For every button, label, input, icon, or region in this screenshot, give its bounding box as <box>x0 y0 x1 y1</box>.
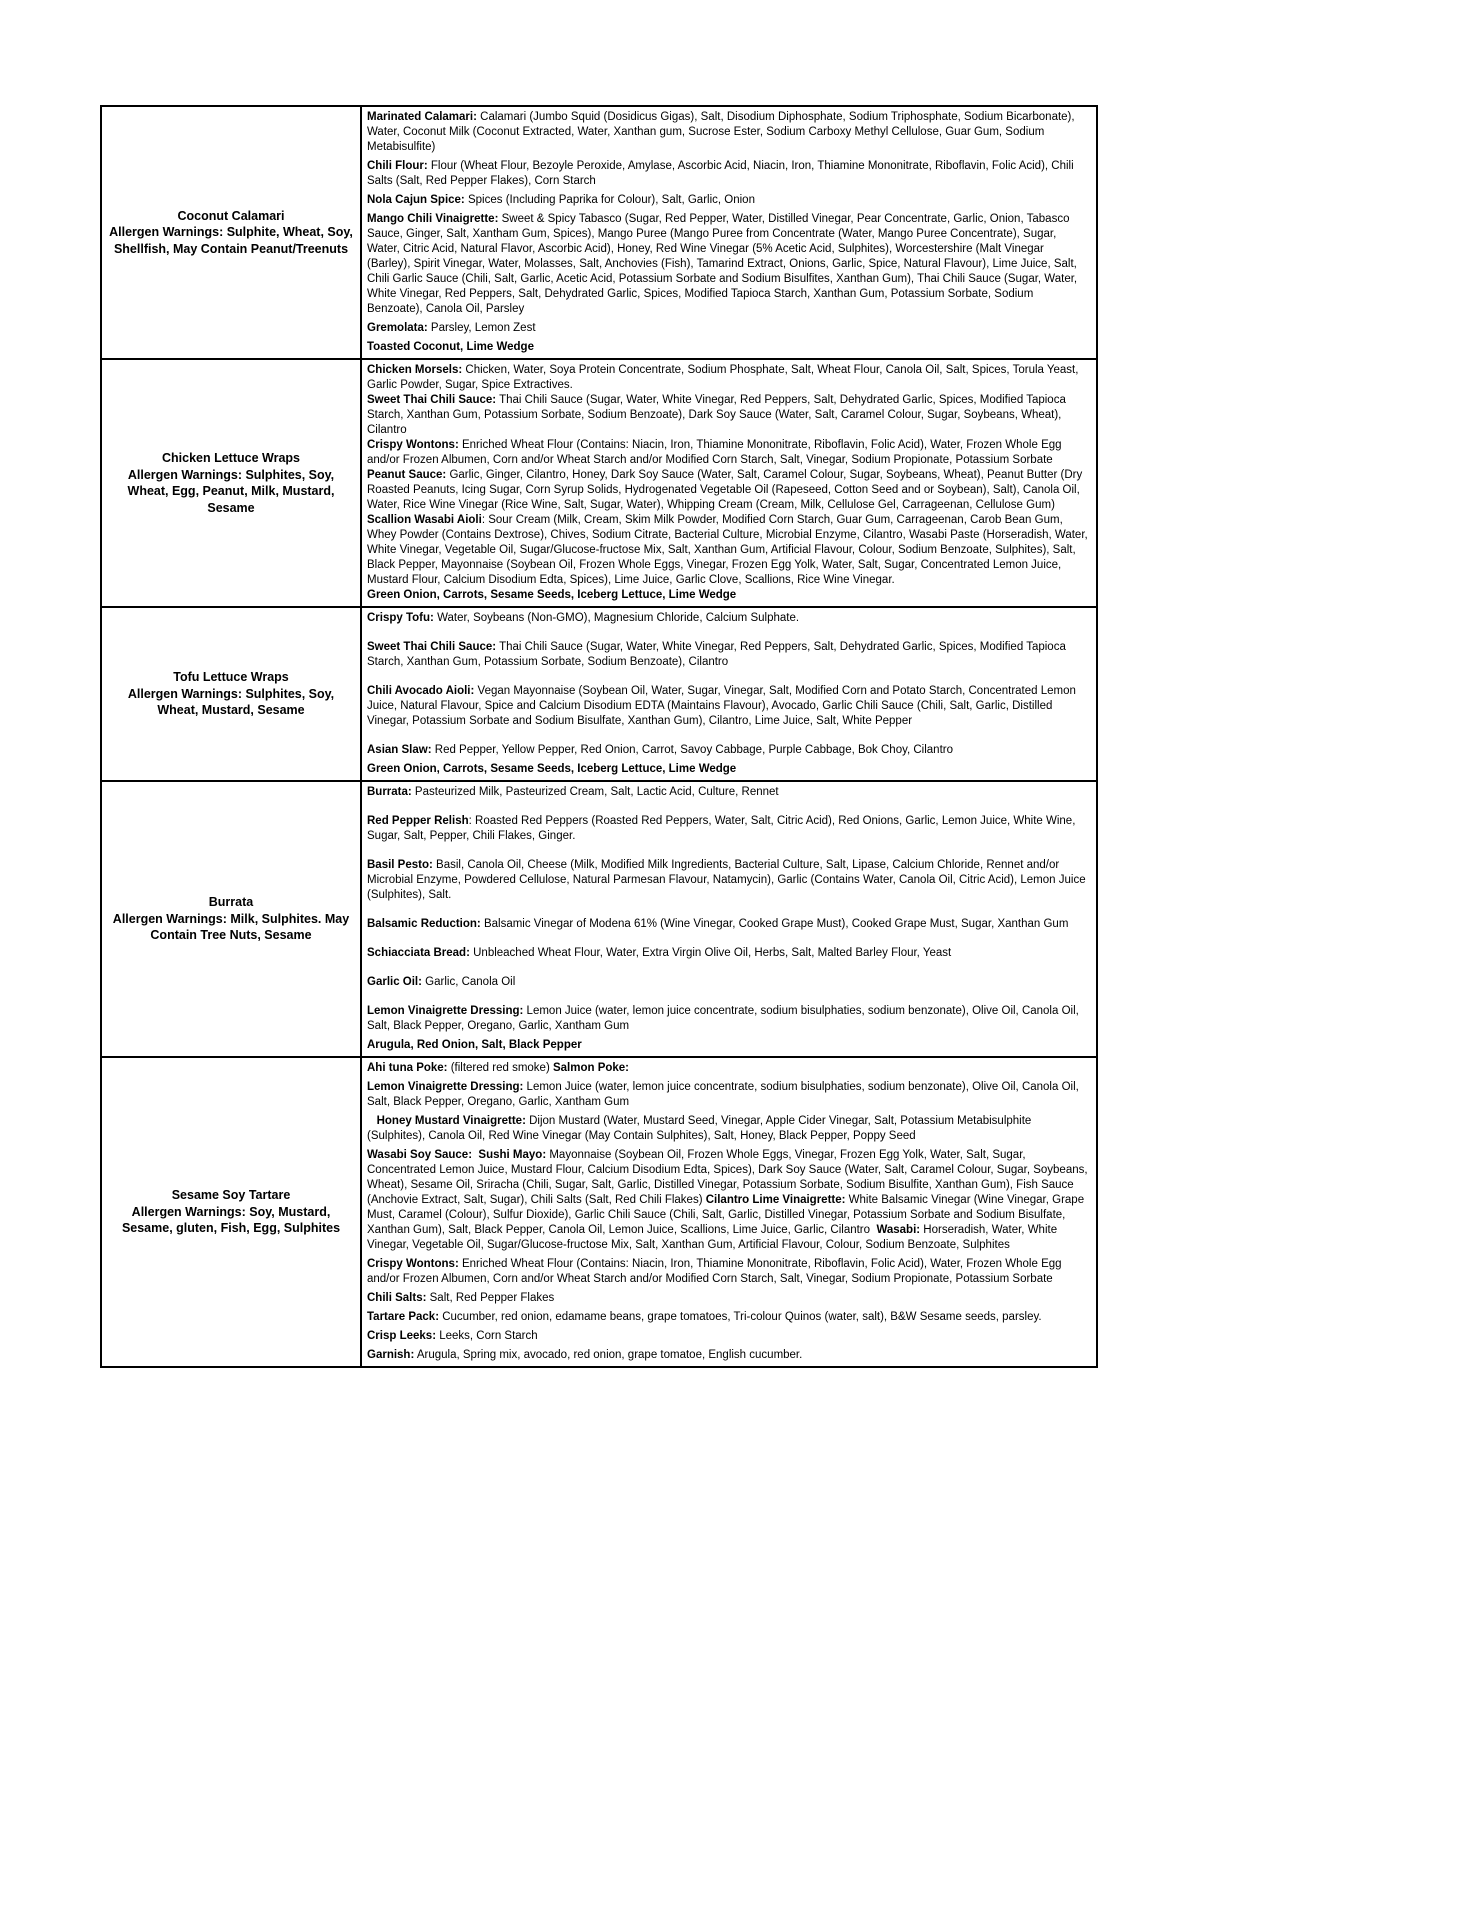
ingredient-label: Peanut Sauce: <box>367 469 447 481</box>
dish-cell <box>101 106 361 359</box>
ingredient-label: Burrata: <box>367 786 412 798</box>
ingredient-paragraph <box>367 588 1090 603</box>
ingredient-text: Salt, Red Pepper Flakes <box>426 1292 555 1304</box>
ingredient-paragraph <box>367 975 1090 990</box>
ingredient-label: Cilantro Lime Vinaigrette: <box>705 1194 846 1206</box>
ingredient-label: Asian Slaw: <box>367 744 432 756</box>
ingredient-text: Mayonnaise (Soybean Oil, Frozen Whole Eggs, Vinegar, Frozen Egg Yolk, Water, Salt, Sugar, Concentrated Lemon Juice, Mustard Flour, Calcium Disodium Edta, Spices), Dark Soy Sauce (Water, Salt, Caramel Colour, Sugar, Soybeans, Wheat), Sesame Oil, Sriracha (Chili, Sugar, Salt, Garlic, Distilled Vinegar, Potassium Sorbate, Sodium Bisulfite, Xanthan Gum), Fish Sauce (Anchovie Extract, Salt, Sugar), Chili Salts (Salt, Red Chili Flakes) <box>367 1149 1088 1206</box>
ingredient-paragraph <box>367 110 1090 155</box>
ingredient-paragraph <box>367 743 1090 758</box>
blank-line <box>367 626 1090 640</box>
ingredient-text: Unbleached Wheat Flour, Water, Extra Virgin Olive Oil, Herbs, Salt, Malted Barley Flour, Yeast <box>469 947 952 959</box>
ingredient-label: Ahi tuna Poke: <box>367 1062 448 1074</box>
blank-line <box>367 670 1090 684</box>
dish-name: Tofu Lettuce Wraps <box>173 670 289 685</box>
ingredient-text: Calamari (Jumbo Squid (Dosidicus Gigas), Salt, Disodium Diphosphate, Sodium Triphosphate, Sodium Bicarbonate), Water, Coconut Milk (Coconut Extracted, Water, Xanthan gum, Sucrose Ester, Sodium Carboxy Methyl Cellulose, Guar Gum, Sodium Metabisulfite) <box>367 111 1075 153</box>
ingredient-paragraph <box>367 513 1090 588</box>
ingredient-label: Honey Mustard Vinaigrette: <box>367 1115 526 1127</box>
ingredient-paragraph <box>367 159 1090 189</box>
ingredient-paragraph <box>367 1329 1090 1344</box>
dish-cell <box>101 781 361 1057</box>
ingredient-text: Pasteurized Milk, Pasteurized Cream, Salt, Lactic Acid, Culture, Rennet <box>411 786 779 798</box>
ingredient-text: Enriched Wheat Flour (Contains: Niacin, Iron, Thiamine Mononitrate, Riboflavin, Folic Acid), Water, Frozen Whole Egg and/or Frozen Albumen, Corn and/or Wheat Starch and/or Modified Corn Starch, Salt, Vinegar, Sodium Propionate, Potassium Sorbate <box>367 439 1062 466</box>
table-row <box>101 781 1097 1057</box>
ingredient-label: Crispy Wontons: <box>367 1258 459 1270</box>
ingredient-label: Red Pepper Relish <box>367 815 469 827</box>
ingredient-text: Enriched Wheat Flour (Contains: Niacin, Iron, Thiamine Mononitrate, Riboflavin, Folic Acid), Water, Frozen Whole Egg and/or Frozen Albumen, Corn and/or Wheat Starch and/or Modified Corn Starch, Salt, Vinegar, Sodium Propionate, Potassium Sorbate <box>367 1258 1062 1285</box>
ingredient-text: Chicken, Water, Soya Protein Concentrate, Sodium Phosphate, Salt, Wheat Flour, Canola Oil, Salt, Spices, Torula Yeast, Garlic Powder, Sugar, Spice Extractives. <box>367 364 1079 391</box>
ingredient-text: (filtered red smoke) <box>447 1062 553 1074</box>
ingredient-label: Lemon Vinaigrette Dressing: <box>367 1081 524 1093</box>
dish-cell <box>101 607 361 781</box>
ingredient-label: Gremolata: <box>367 322 428 334</box>
ingredient-label: Green Onion, Carrots, Sesame Seeds, Iceberg Lettuce, Lime Wedge <box>367 589 737 601</box>
allergen-warnings: Allergen Warnings: Milk, Sulphites. May Contain Tree Nuts, Sesame <box>112 911 350 943</box>
ingredient-paragraph <box>367 212 1090 317</box>
ingredient-label: Green Onion, Carrots, Sesame Seeds, Iceberg Lettuce, Lime Wedge <box>367 763 737 775</box>
ingredient-text: Thai Chili Sauce (Sugar, Water, White Vinegar, Red Peppers, Salt, Dehydrated Garlic, Spices, Modified Tapioca Starch, Xanthan Gum, Potassium Sorbate, Sodium Benzoate), Cilantro <box>367 641 1066 668</box>
dish-name: Sesame Soy Tartare <box>171 1188 291 1203</box>
blank-line <box>367 961 1090 975</box>
ingredient-paragraph <box>367 340 1090 355</box>
ingredient-paragraph <box>367 917 1090 932</box>
allergen-warnings: Allergen Warnings: Sulphites, Soy, Wheat, Mustard, Sesame <box>127 686 335 718</box>
ingredient-text: Garlic, Canola Oil <box>421 976 516 988</box>
ingredients-cell <box>361 781 1097 1057</box>
ingredient-label: Chicken Morsels: <box>367 364 463 376</box>
allergen-warnings: Allergen Warnings: Sulphites, Soy, Wheat, Egg, Peanut, Milk, Mustard, Sesame <box>127 467 335 515</box>
dish-cell <box>101 359 361 607</box>
ingredient-text: Garlic, Ginger, Cilantro, Honey, Dark Soy Sauce (Water, Salt, Caramel Colour, Sugar, Soybeans, Wheat), Peanut Butter (Dry Roasted Peanuts, Icing Sugar, Corn Syrup Solids, Hydrogenated Vegetable Oil (Rapeseed, Cotton Seed and or Soybean), Salt), Canola Oil, Water, Rice Wine Vinegar (Rice Wine, Salt, Sugar, Water), Whipping Cream (Cream, Milk, Cellulose Gel, Carrageenan, Cellulose Gum) <box>367 469 1083 511</box>
ingredient-label: Chili Flour: <box>367 160 428 172</box>
ingredients-cell <box>361 106 1097 359</box>
ingredient-label: Basil Pesto: <box>367 859 433 871</box>
ingredient-paragraph <box>367 321 1090 336</box>
ingredient-text: Sweet & Spicy Tabasco (Sugar, Red Pepper, Water, Distilled Vinegar, Pear Concentrate, Garlic, Onion, Tabasco Sauce, Ginger, Salt, Xantham Gum, Spices), Mango Puree (Mango Puree from Concentrate (Water, Mango Puree Concentrate), Sugar, Water, Citric Acid, Natural Flavor, Ascorbic Acid), Honey, Red Wine Vinegar (5% Acetic Acid, Sulphites), Worcestershire (Malt Vinegar (Barley), Spirit Vinegar, Water, Molasses, Salt, Anchovies (Fish), Tamarind Extract, Onions, Garlic, Spice, Natural Flavour), Lime Juice, Salt, Chili Garlic Sauce (Chili, Salt, Garlic, Acetic Acid, Potassium Sorbate and Sodium Bisulfites, Xanthan Gum), Thai Chili Sauce (Sugar, Water, White Vinegar, Red Peppers, Salt, Dehydrated Garlic, Spices, Modified Tapioca Starch, Xanthan Gum, Potassium Sorbate, Sodium Benzoate), Canola Oil, Parsley <box>367 213 1078 315</box>
allergen-table-body <box>101 106 1097 1367</box>
ingredient-paragraph <box>367 1257 1090 1287</box>
ingredients-cell <box>361 1057 1097 1367</box>
blank-line <box>367 729 1090 743</box>
ingredient-text: Thai Chili Sauce (Sugar, Water, White Vinegar, Red Peppers, Salt, Dehydrated Garlic, Spices, Modified Tapioca Starch, Xanthan Gum, Potassium Sorbate, Sodium Benzoate), Dark Soy Sauce (Water, Salt, Caramel Colour, Sugar, Soybeans, Wheat), Cilantro <box>367 394 1066 436</box>
ingredient-text: Water, Soybeans (Non-GMO), Magnesium Chloride, Calcium Sulphate. <box>433 612 800 624</box>
ingredient-paragraph <box>367 193 1090 208</box>
dish-name: Burrata <box>208 895 254 910</box>
ingredient-paragraph <box>367 1310 1090 1325</box>
ingredient-paragraph <box>367 785 1090 800</box>
ingredient-paragraph <box>367 468 1090 513</box>
ingredient-paragraph <box>367 762 1090 777</box>
ingredient-text: : Sour Cream (Milk, Cream, Skim Milk Powder, Modified Corn Starch, Guar Gum, Carrageenan, Carob Bean Gum, Whey Powder (Contains Dextrose), Chives, Sodium Citrate, Bacterial Culture, Microbial Enzyme, Cilantro, Wasabi Paste (Horseradish, Water, White Vinegar, Vegetable Oil, Sugar/Glucose-fructose Mix, Salt, Xanthan Gum, Artificial Flavour, Colour, Sodium Benzoate, Sulphites), Salt, Black Pepper, Mayonnaise (Soybean Oil, Frozen Whole Eggs, Vinegar, Frozen Egg Yolk, Water, Salt, Sugar, Concentrated Lemon Juice, Mustard Flour, Calcium Disodium Edta, Spices), Lime Juice, Garlic Clove, Scallions, Rice Wine Vinegar. <box>367 514 1088 586</box>
ingredient-paragraph <box>367 363 1090 393</box>
ingredient-text: Cucumber, red onion, edamame beans, grape tomatoes, Tri-colour Quinos (water, salt), B&W Sesame seeds, parsley. <box>439 1311 1042 1323</box>
ingredient-text: Basil, Canola Oil, Cheese (Milk, Modified Milk Ingredients, Bacterial Culture, Salt, Lipase, Calcium Chloride, Rennet and/or Microbial Enzyme, Powdered Cellulose, Natural Parmesan Flavour, Natamycin), Garlic (Contains Water, Canola Oil, Citric Acid), Lemon Juice (Sulphites), Salt. <box>367 859 1086 901</box>
allergen-warnings: Allergen Warnings: Sulphite, Wheat, Soy, Shellfish, May Contain Peanut/Treenuts <box>109 225 353 256</box>
ingredient-label: Marinated Calamari: <box>367 111 477 123</box>
ingredient-label: Garlic Oil: <box>367 976 422 988</box>
ingredient-text: White Balsamic Vinegar (Wine Vinegar, Grape Must, Caramel (Colour), Sulfur Dioxide), Garlic Chili Sauce (Chili, Salt, Garlic, Distilled Vinegar, Potassium Sorbate and Sodium Bisulfate, Xanthan Gum), Salt, Black Pepper, Canola Oil, Lemon Juice, Scallions, Lime Juice, Garlic, Cilantro <box>367 1194 1085 1236</box>
ingredient-paragraph <box>367 1004 1090 1034</box>
ingredient-paragraph <box>367 640 1090 670</box>
ingredient-label: Crisp Leeks: <box>367 1330 437 1342</box>
table-row <box>101 359 1097 607</box>
ingredient-paragraph <box>367 1114 1090 1144</box>
ingredient-label: Scallion Wasabi Aioli <box>367 514 482 526</box>
blank-line <box>367 932 1090 946</box>
ingredient-text: : Roasted Red Peppers (Roasted Red Peppers, Water, Salt, Citric Acid), Red Onions, Garlic, Lemon Juice, White Wine, Sugar, Salt, Pepper, Chili Flakes, Ginger. <box>367 815 1076 842</box>
ingredient-label: Wasabi Soy Sauce: Sushi Mayo: <box>367 1149 547 1161</box>
table-row <box>101 607 1097 781</box>
ingredient-paragraph <box>367 393 1090 438</box>
ingredient-text: Lemon Juice (water, lemon juice concentrate, sodium bisulphaties, sodium benzonate), Olive Oil, Canola Oil, Salt, Black Pepper, Oregano, Garlic, Xantham Gum <box>367 1005 1079 1032</box>
ingredient-label: Lemon Vinaigrette Dressing: <box>367 1005 524 1017</box>
ingredient-label: Tartare Pack: <box>367 1311 440 1323</box>
ingredient-paragraph <box>367 814 1090 844</box>
ingredient-label: Sweet Thai Chili Sauce: <box>367 641 497 653</box>
blank-line <box>367 990 1090 1004</box>
ingredient-paragraph <box>367 438 1090 468</box>
ingredient-paragraph <box>367 1291 1090 1306</box>
ingredient-label: Sweet Thai Chili Sauce: <box>367 394 497 406</box>
ingredient-text: Red Pepper, Yellow Pepper, Red Onion, Carrot, Savoy Cabbage, Purple Cabbage, Bok Choy, Cilantro <box>431 744 953 756</box>
ingredient-text: Spices (Including Paprika for Colour), Salt, Garlic, Onion <box>464 194 755 206</box>
blank-line <box>367 844 1090 858</box>
ingredient-text: Leeks, Corn Starch <box>436 1330 538 1342</box>
ingredient-label: Mango Chili Vinaigrette: <box>367 213 499 225</box>
allergen-warnings: Allergen Warnings: Soy, Mustard, Sesame, gluten, Fish, Egg, Sulphites <box>121 1204 341 1236</box>
ingredient-text: Parsley, Lemon Zest <box>427 322 536 334</box>
ingredient-text: Vegan Mayonnaise (Soybean Oil, Water, Sugar, Vinegar, Salt, Modified Corn and Potato Starch, Concentrated Lemon Juice, Natural Flavour, Spice and Calcium Disodium EDTA (Maintains Flavour), Avocado, Garlic Chili Sauce (Chili, Salt, Garlic, Distilled Vinegar, Potassium Sorbate and Sodium Bisulfate, Xanthan Gum), Cilantro, Lime Juice, Salt, White Pepper <box>367 685 1076 727</box>
table-row <box>101 106 1097 359</box>
ingredient-paragraph <box>367 1148 1090 1253</box>
ingredient-paragraph <box>367 684 1090 729</box>
ingredient-text: Flour (Wheat Flour, Bezoyle Peroxide, Amylase, Ascorbic Acid, Niacin, Iron, Thiamine Mononitrate, Riboflavin, Folic Acid), Chili Salts (Salt, Red Pepper Flakes), Corn Starch <box>367 160 1074 187</box>
ingredient-label: Garnish: <box>367 1349 415 1361</box>
ingredient-label: Wasabi: <box>876 1224 921 1236</box>
ingredient-label: Chili Salts: <box>367 1292 427 1304</box>
ingredient-text: Horseradish, Water, White Vinegar, Vegetable Oil, Sugar/Glucose-fructose Mix, Salt, Xanthan Gum, Artificial Flavour, Colour, Sodium Benzoate, Sulphites <box>367 1224 1058 1251</box>
ingredient-paragraph <box>367 858 1090 903</box>
ingredient-label: Crispy Wontons: <box>367 439 459 451</box>
ingredient-paragraph <box>367 1348 1090 1363</box>
ingredient-paragraph <box>367 611 1090 626</box>
allergen-ingredient-table <box>100 105 1098 1368</box>
ingredient-label: Chili Avocado Aioli: <box>367 685 475 697</box>
blank-line <box>367 903 1090 917</box>
ingredient-label: Schiacciata Bread: <box>367 947 470 959</box>
ingredient-paragraph <box>367 1038 1090 1053</box>
ingredients-cell <box>361 359 1097 607</box>
ingredient-text: Arugula, Spring mix, avocado, red onion, grape tomatoe, English cucumber. <box>414 1349 803 1361</box>
dish-cell <box>101 1057 361 1367</box>
ingredient-label: Salmon Poke: <box>552 1062 630 1074</box>
ingredient-text: Balsamic Vinegar of Modena 61% (Wine Vinegar, Cooked Grape Must), Cooked Grape Must, Sugar, Xanthan Gum <box>480 918 1069 930</box>
ingredient-label: Balsamic Reduction: <box>367 918 481 930</box>
ingredient-label: Nola Cajun Spice: <box>367 194 465 206</box>
ingredient-label: Arugula, Red Onion, Salt, Black Pepper <box>367 1039 582 1051</box>
blank-line <box>367 800 1090 814</box>
ingredient-label: Toasted Coconut, Lime Wedge <box>367 341 534 353</box>
table-row <box>101 1057 1097 1367</box>
dish-name: Chicken Lettuce Wraps <box>161 451 300 465</box>
ingredients-cell <box>361 607 1097 781</box>
ingredient-text: Dijon Mustard (Water, Mustard Seed, Vinegar, Apple Cider Vinegar, Salt, Potassium Metabisulphite (Sulphites), Canola Oil, Red Wine Vinegar (May Contain Sulphites), Salt, Honey, Black Pepper, Poppy Seed <box>367 1115 1032 1142</box>
dish-name: Coconut Calamari <box>177 208 285 223</box>
ingredient-paragraph <box>367 1061 1090 1076</box>
ingredient-label: Crispy Tofu: <box>367 612 434 624</box>
ingredient-paragraph <box>367 1080 1090 1110</box>
ingredient-paragraph <box>367 946 1090 961</box>
ingredient-text: Lemon Juice (water, lemon juice concentrate, sodium bisulphaties, sodium benzonate), Olive Oil, Canola Oil, Salt, Black Pepper, Oregano, Garlic, Xantham Gum <box>367 1081 1079 1108</box>
